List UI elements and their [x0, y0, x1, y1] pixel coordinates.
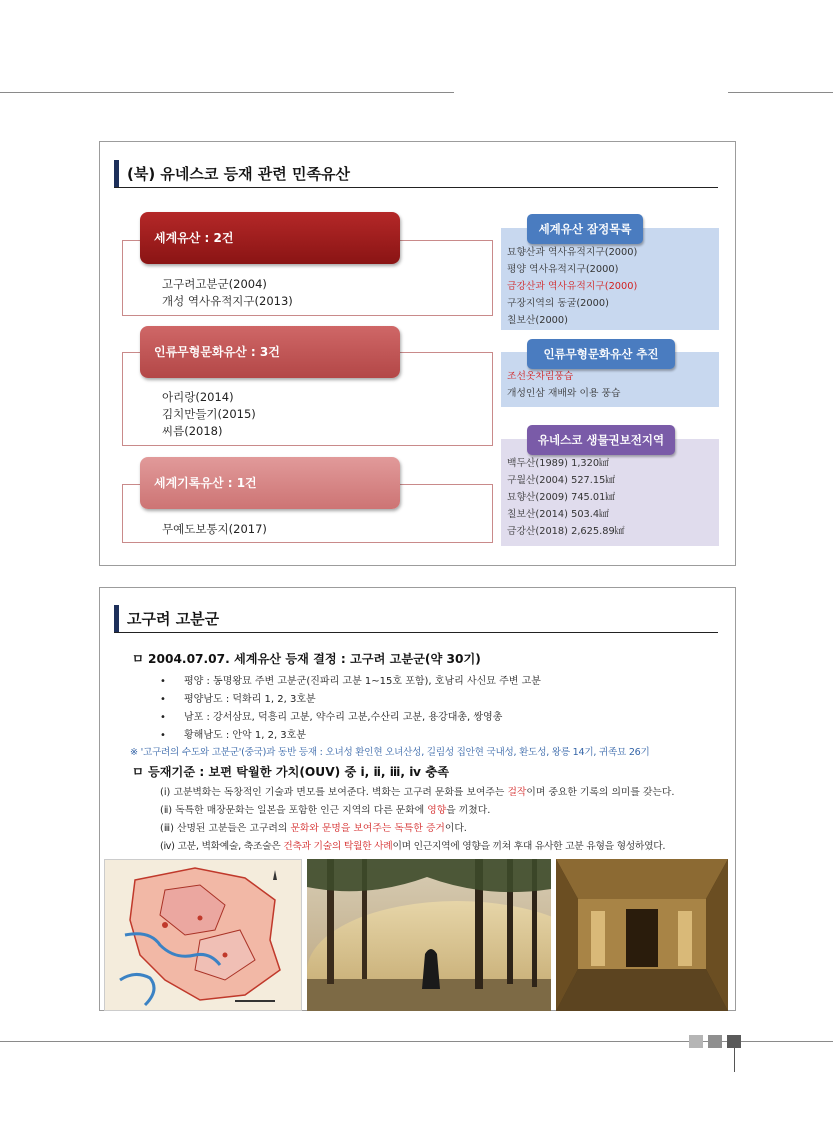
- list-item: 백두산(1989) 1,320㎢: [507, 458, 609, 469]
- list-item: 아리랑(2014): [162, 390, 234, 404]
- list-item: 묘향산(2009) 745.01㎢: [507, 492, 616, 503]
- tomb-mound-illustration: [307, 859, 551, 1011]
- section-registration: ㅁ 2004.07.07. 세계유산 등재 결정 : 고구려 고분군(약 30기): [132, 652, 481, 666]
- list-item: 금강산(2018) 2,625.89㎢: [507, 526, 625, 537]
- tomb-interior-photo: [556, 859, 728, 1011]
- intangible-heritage-heading: 인류무형문화유산 : 3건: [140, 326, 400, 378]
- panel-title: 고구려 고분군: [114, 605, 219, 633]
- list-item: 씨름(2018): [162, 424, 223, 438]
- list-item: 김치만들기(2015): [162, 407, 256, 421]
- criteria-i: (ⅰ) 고분벽화는 독창적인 기술과 면모를 보여준다. 벽화는 고구려 문화를 보여주는 걸작이며 중요한 기록의 의미를 갖는다.: [160, 787, 675, 798]
- memory-of-world-list: [162, 521, 267, 538]
- header-rule-left: [0, 92, 454, 93]
- list-item: 평양 역사유적지구(2000): [507, 264, 619, 275]
- tentative-list-label: 세계유산 잠정목록: [527, 214, 643, 244]
- list-item: 개성 역사유적지구(2013): [162, 294, 293, 308]
- list-item: 고구려고분군(2004): [162, 277, 267, 291]
- biosphere-label: 유네스코 생물권보전지역: [527, 425, 675, 455]
- criteria-iii: (ⅲ) 산명된 고분들은 고구려의 문화와 문명을 보여주는 독특한 증거이다.: [160, 823, 467, 834]
- panel-title: (북) 유네스코 등재 관련 민족유산: [114, 160, 350, 188]
- section-criteria: ㅁ 등재기준 : 보편 탁월한 가치(OUV) 중 ⅰ, ⅱ, ⅲ, ⅳ 충족: [132, 765, 450, 779]
- list-item: • 평양남도 : 덕화리 1, 2, 3호분: [160, 694, 316, 705]
- list-item: 묘향산과 역사유적지구(2000): [507, 247, 638, 258]
- tomb-mound-photo: [307, 859, 551, 1011]
- list-item: 구장지역의 동굴(2000): [507, 298, 609, 309]
- memory-of-world-heading: 세계기록유산 : 1건: [140, 457, 400, 509]
- square-icon: [727, 1035, 741, 1048]
- title-rule: [114, 187, 718, 188]
- map-illustration: [105, 860, 302, 1011]
- list-item: 무예도보통지(2017): [162, 522, 267, 536]
- list-item: 구월산(2004) 527.15㎢: [507, 475, 616, 486]
- biosphere-box: [501, 439, 719, 546]
- header-rule-right: [728, 92, 833, 93]
- square-icon: [689, 1035, 703, 1048]
- intangible-heritage-list: [162, 389, 256, 440]
- list-item: 칠보산(2014) 503.4㎢: [507, 509, 609, 520]
- criteria-iv: (ⅳ) 고분, 벽화예술, 축조술은 건축과 기술의 탁월한 사례이며 인근지역에 영향을 끼쳐 후대 유사한 고분 유형을 형성하였다.: [160, 841, 666, 852]
- world-heritage-heading: 세계유산 : 2건: [140, 212, 400, 264]
- note-text: ※ '고구려의 수도와 고분군'(중국)과 동반 등재 : 오녀성 환인현 오녀산성, 길림성 집안현 국내성, 환도성, 왕릉 14기, 귀족묘 26기: [130, 747, 650, 758]
- location-map-image: [104, 859, 302, 1011]
- criteria-ii: (ⅱ) 독특한 매장문화는 일본을 포함한 인근 지역의 다른 문화에 영향을 끼쳤다.: [160, 805, 491, 816]
- page-marker-line: [734, 1048, 735, 1072]
- list-item: • 황해남도 : 안악 1, 2, 3호분: [160, 730, 306, 741]
- list-item: 금강산과 역사유적지구(2000): [507, 281, 638, 292]
- list-item: 조선옷차림풍습: [507, 371, 574, 382]
- goguryeo-panel: [99, 587, 736, 1011]
- list-item: • 평양 : 동명왕묘 주변 고분군(진파리 고분 1~15호 포함), 호남리 사신묘 주변 고분: [160, 676, 541, 687]
- heritage-panel: [99, 141, 736, 566]
- world-heritage-list: [162, 276, 293, 310]
- title-rule: [114, 632, 718, 633]
- list-item: • 남포 : 강서삼묘, 덕흥리 고분, 약수리 고분,수산리 고분, 용강대총, 쌍영총: [160, 712, 503, 723]
- square-icon: [708, 1035, 722, 1048]
- list-item: 칠보산(2000): [507, 315, 568, 326]
- tomb-interior-illustration: [556, 859, 728, 1011]
- list-item: 개성인삼 재배와 이용 풍습: [507, 388, 621, 399]
- intangible-promotion-label: 인류무형문화유산 추진: [527, 339, 675, 369]
